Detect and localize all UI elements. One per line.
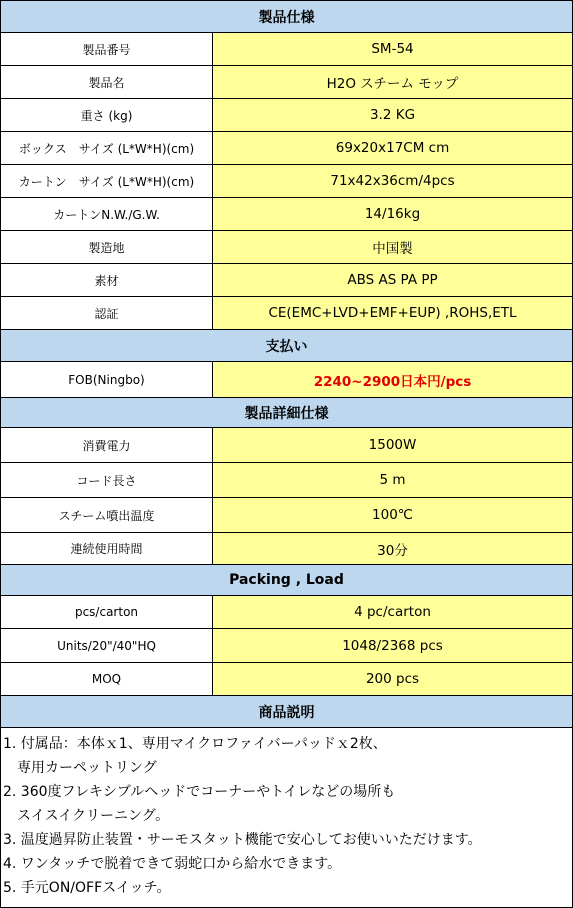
packing-row [1,663,572,696]
packing-label: MOQ [1,663,213,695]
packing-label: pcs/carton [1,596,213,628]
description-line: スイスイクリーニング。 [17,808,170,824]
section-title: 支払い [265,338,308,355]
spec-label: 重さ (kg) [1,99,213,131]
spec-value: 中国製 [213,231,572,263]
description-line: 2. 360度フレキシブルヘッドでコーナーやトイレなどの場所も [3,784,396,800]
description-line: 3. 温度過昇防止装置・サーモスタット機能で安心してお使いいただけます。 [3,832,482,848]
spec-value: CE(EMC+LVD+EMF+EUP) ,ROHS,ETL [213,297,572,329]
spec-label: 認証 [1,297,213,329]
spec-value: SM-54 [213,33,572,65]
packing-value: 200 pcs [213,663,572,695]
spec-row [1,264,572,297]
detail-row [1,533,572,565]
description-line: 4. ワンタッチで脱着できて弱蛇口から給水できます。 [3,856,342,872]
description-line: 専用カーペットリング [17,760,157,776]
price-value: 2240~2900日本円/pcs [213,362,572,397]
detail-value: 100℃ [213,498,572,532]
packing-value: 1048/2368 pcs [213,629,572,662]
detail-row [1,463,572,498]
detail-label: 消費電力 [1,428,213,462]
detail-label: スチーム噴出温度 [1,498,213,532]
spec-row [1,33,572,66]
spec-row [1,198,572,231]
detail-row [1,498,572,533]
section-header-payment [1,330,572,362]
spec-label: 製品名 [1,66,213,98]
spec-value: H2O スチーム モップ [213,66,572,98]
description-line: 5. 手元ON/OFFスイッチ。 [3,880,171,896]
spec-value: ABS AS PA PP [213,264,572,296]
packing-value: 4 pc/carton [213,596,572,628]
section-title: 製品仕様 [258,9,315,26]
spec-label: カートンN.W./G.W. [1,198,213,230]
detail-row [1,428,572,463]
spec-value: 71x42x36cm/4pcs [213,165,572,197]
spec-row [1,231,572,264]
section-header-packing [1,565,572,596]
spec-label: 製品番号 [1,33,213,65]
section-header-spec [1,1,572,33]
description-line: 1. 付属品：本体ｘ1、専用マイクロファイバーパッドｘ2枚、 [3,736,387,752]
detail-label: コード長さ [1,463,213,497]
spec-row [1,99,572,132]
section-title: 製品詳細仕様 [244,405,329,422]
spec-label: 素材 [1,264,213,296]
spec-row [1,165,572,198]
spec-label: カートン サイズ (L*W*H)(cm) [1,165,213,197]
spec-value: 3.2 KG [213,99,572,131]
section-header-detail [1,398,572,428]
spec-label: ボックス サイズ (L*W*H)(cm) [1,132,213,164]
spec-row [1,132,572,165]
detail-value: 30分 [213,533,572,564]
detail-value: 5 m [213,463,572,497]
spec-value: 69x20x17CM cm [213,132,572,164]
spec-value: 14/16kg [213,198,572,230]
product-description [1,728,572,900]
packing-label: Units/20"/40"HQ [1,629,213,662]
payment-row [1,362,572,398]
section-title: 商品説明 [258,704,315,721]
spec-row [1,66,572,99]
section-header-description [1,696,572,728]
packing-row [1,596,572,629]
section-title: Packing , Load [229,572,344,588]
spec-row [1,297,572,330]
payment-label: FOB(Ningbo) [1,362,213,397]
detail-label: 連続使用時間 [1,533,213,564]
detail-value: 1500W [213,428,572,462]
spec-label: 製造地 [1,231,213,263]
packing-row [1,629,572,663]
